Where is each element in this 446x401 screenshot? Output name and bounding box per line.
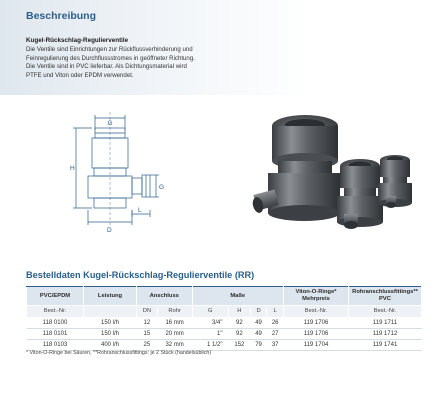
subheader-empty [84, 306, 137, 318]
dim-label-h: H [70, 165, 75, 172]
cell-dn: 25 [137, 340, 158, 351]
table-header-row [27, 287, 422, 306]
subheader-best-nr-viton: Best.-Nr. [284, 306, 349, 318]
subheader-best-nr-rohr: Best.-Nr. [349, 306, 422, 318]
dim-label-l: L [138, 207, 142, 214]
cell-leistung: 400 l/h [84, 340, 137, 351]
table-row [27, 329, 422, 340]
cell-rohr: 20 mm [157, 329, 192, 340]
description-line: PTFE und Viton oder EPDM verwendet. [26, 71, 134, 79]
dim-label-g-side: G [159, 184, 165, 191]
cell-best-nr: 118 0100 [27, 318, 84, 329]
table-subheader-row [27, 306, 422, 318]
cell-fitting: 119 1711 [349, 318, 422, 329]
subheader-rohr: Rohr [157, 306, 192, 318]
cell-fitting: 119 1741 [349, 340, 422, 351]
description-text [26, 46, 231, 80]
description-line: Feinregulierung des Durchflussstromes in geöffneter Richtung. [26, 54, 195, 62]
footnote: * Viton-O-Ringe bei Säuren, **Rohranschlussfittings: je 2 Stück (handelsüblich) [26, 350, 212, 356]
col-header-masse: Maße [192, 287, 284, 306]
description-line: Die Ventile sind Einrichtungen zur Rückflussverhinderung und [26, 46, 193, 53]
subheader-g: G [192, 306, 228, 318]
cell-g: 3/4" [192, 318, 228, 329]
technical-drawing [70, 110, 170, 235]
cell-l: 27 [267, 329, 284, 340]
subheader-l: L [267, 306, 284, 318]
cell-viton: 119 1706 [284, 318, 349, 329]
description-line: Die Ventile sind in PVC lieferbar. Als Dichtungsmaterial wird [26, 63, 187, 71]
cell-viton: 119 1706 [284, 329, 349, 340]
cell-g: 1 1/2" [192, 340, 228, 351]
col-header-viton: Viton-O-Ringe* Mehrpreis [284, 287, 349, 306]
cell-d: 79 [250, 340, 267, 351]
table-row [27, 318, 422, 329]
subheader-d: D [250, 306, 267, 318]
cell-best-nr: 118 0103 [27, 340, 84, 351]
cell-g: 1" [192, 329, 228, 340]
col-header-leistung: Leistung [84, 287, 137, 306]
cell-leistung: 150 l/h [84, 318, 137, 329]
subheader-dn: DN [137, 306, 158, 318]
section-heading: Beschreibung [26, 10, 97, 22]
order-data-title: Bestelldaten Kugel-Rückschlag-Regulierventile (RR) [26, 270, 255, 280]
dim-label-d: D [107, 227, 112, 234]
subheader-h: H [228, 306, 250, 318]
order-table [26, 286, 422, 351]
cell-viton: 119 1704 [284, 340, 349, 351]
cell-rohr: 32 mm [157, 340, 192, 351]
cell-leistung: 150 l/h [84, 329, 137, 340]
cell-d: 49 [250, 318, 267, 329]
cell-h: 152 [228, 340, 250, 351]
cell-dn: 12 [137, 318, 158, 329]
cell-d: 49 [250, 329, 267, 340]
subheader-best-nr: Best.-Nr. [27, 306, 84, 318]
cell-h: 92 [228, 318, 250, 329]
table-row [27, 340, 422, 351]
cell-dn: 15 [137, 329, 158, 340]
product-subheading: Kugel-Rückschlag-Regulierventile [26, 37, 129, 44]
col-header-anschluss: Anschluss [137, 287, 193, 306]
cell-best-nr: 118 0101 [27, 329, 84, 340]
cell-l: 37 [267, 340, 284, 351]
col-header-pvc-epdm: PVC/EPDM [27, 287, 84, 306]
cell-l: 26 [267, 318, 284, 329]
product-photo [250, 98, 425, 248]
dim-label-g-top: G [107, 120, 113, 127]
cell-h: 92 [228, 329, 250, 340]
col-header-rohr: Rohranschlussfittings** PVC [349, 287, 422, 306]
cell-rohr: 16 mm [157, 318, 192, 329]
cell-fitting: 119 1712 [349, 329, 422, 340]
